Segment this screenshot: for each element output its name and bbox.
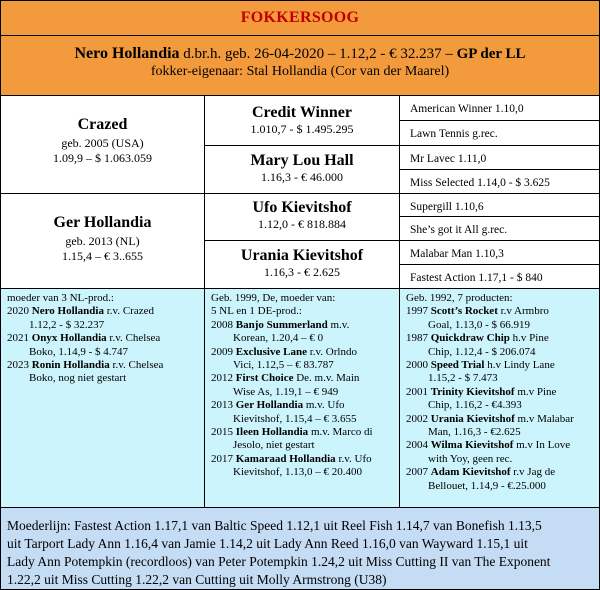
horse-name: Nero Hollandia [74,45,180,62]
offspring-intro: moeder van 3 NL-prod.: [7,292,114,304]
offspring-year: 2015 [211,426,236,439]
dam-name: Ger Hollandia [53,214,152,231]
offspring-intro: 5 NL en 1 DE-prod.: [211,305,302,318]
offspring-record: Chip, 1.12,4 - $ 206.074 [428,345,536,358]
offspring-desc: h.v Pine [509,332,549,345]
offspring-name: Wilma Kievitshof [430,439,514,452]
offspring-record: 1.12,2 - $ 32.237 [29,318,105,331]
offspring-name: Onyx Hollandia [31,332,107,345]
offspring-record: Jesolo, niet gestart [233,439,315,452]
offspring-year: 2004 [406,439,431,452]
offspring-list [406,305,593,493]
sire-cell [0,95,205,194]
owner-line: fokker-eigenaar: Stal Hollandia (Cor van der Maarel) [150,64,450,79]
offspring-entry [406,386,593,399]
dam-line-footer [0,507,600,590]
dam-line-text: 1.22,2 uit Miss Cutting 1.22,2 van Cutting uit Molly Armstrong (U38) [7,572,387,587]
offspring-name: Trinity Kievitshof [430,385,515,398]
great-granddam-offspring-column [399,288,600,508]
dam-sire-name: Ufo Kievitshof [252,199,352,216]
offspring-entry [406,332,593,345]
offspring-year: 2020 [7,305,32,318]
offspring-name: Adam Kievitshof [430,466,511,479]
offspring-name: Urania Kievitshof [430,412,515,425]
dam-dam-cell [204,240,400,289]
page-title: FOKKERSOOG [240,9,360,26]
offspring-record: Boko, nog niet gestart [29,372,127,385]
offspring-desc: m.v. Ufo [303,399,345,412]
dam-line-text: Moederlijn: Fastest Action 1.17,1 van Baltic Speed 1.12,1 uit Reel Fish 1.14,7 van Bonefish 1.13,5 [7,518,542,533]
offspring-year: 2000 [406,359,431,372]
offspring-desc: m.v Pine [514,385,557,398]
offspring-entry [7,305,198,318]
horse-info: d.br.h. geb. 26-04-2020 – 1.12,2 - € 32.237 – [179,46,457,62]
offspring-intro: Geb. 1992, 7 producten: [406,292,513,304]
offspring-desc: De. m.v. Main [293,372,360,385]
offspring-year: 2013 [211,399,236,412]
offspring-desc: m.v In Love [513,439,571,452]
sire-dam-cell [204,145,400,194]
offspring-record: Kievitshof, 1.15,4 – € 3.655 [233,412,357,425]
offspring-entry [7,359,198,372]
offspring-desc: r.v. Crazed [103,305,154,318]
sire-record: 1.09,9 – $ 1.063.059 [53,151,152,165]
granddam-offspring-column [204,288,400,508]
dam-line-text: Lady Ann Potempkin (recordloos) van Peter Potempkin 1.24,2 uit Miss Cutting II van The Exponent [7,554,551,569]
sire-dam-record: 1.16,3 - € 46.000 [261,170,343,184]
ancestor-cell: Lawn Tennis g.rec. [399,120,600,146]
dam-line-text: uit Tarport Lady Ann 1.16,4 van Jamie 1.14,2 uit Lady Ann Reed 1.16,0 van Wayward 1.15,1 uit [7,536,528,551]
ancestor-cell: Mr Lavec 1.11,0 [399,145,600,170]
offspring-name: Quickdraw Chip [430,332,510,345]
offspring-desc: r.v. Orlndo [306,345,357,358]
offspring-list [7,305,198,385]
ancestor-cell: American Winner 1.10,0 [399,95,600,121]
offspring-desc: r.v. Ufo [335,452,372,465]
offspring-entry [211,319,393,332]
offspring-entry [211,426,393,439]
sire-name: Crazed [77,116,128,133]
offspring-year: 2007 [406,466,431,479]
offspring-desc: r.v. Chelsea [106,332,161,345]
dam-sire-record: 1.12,0 - € 818.884 [258,217,346,231]
offspring-entry [211,399,393,412]
ancestor-cell: Supergill 1.10,6 [399,193,600,217]
offspring-name: Speed Trial [430,359,485,372]
offspring-record: Goal, 1.13,0 - $ 66.919 [428,318,531,331]
offspring-desc: r.v Armbro [497,305,549,318]
offspring-record: Kievitshof, 1.13,0 – € 20.400 [233,466,362,479]
ancestor-cell: She’s got it All g.rec. [399,216,600,241]
offspring-desc: m.v. Marco di [308,426,373,439]
offspring-intro: Geb. 1999, De, moeder van: [211,292,336,304]
offspring-name: First Choice [235,372,294,385]
offspring-record: Boko, 1.14,9 - $ 4.747 [29,345,128,358]
offspring-entry [406,466,593,479]
dam-cell [0,193,205,289]
ancestor-cell: Miss Selected 1.14,0 - $ 3.625 [399,169,600,194]
offspring-year: 2021 [7,332,32,345]
offspring-entry [211,346,393,359]
offspring-record: Vici, 1.12,5 – € 83.787 [233,359,334,372]
ancestor-cell: Malabar Man 1.10,3 [399,240,600,265]
offspring-list [211,319,393,480]
offspring-record: 1.15,2 - $ 7.473 [428,372,498,385]
offspring-entry [211,453,393,466]
offspring-name: Ger Hollandia [235,399,304,412]
offspring-year: 2008 [211,318,236,331]
dam-dam-name: Urania Kievitshof [240,247,364,264]
sire-sire-cell [204,95,400,146]
dam-offspring-column [0,288,205,508]
offspring-record: Chip, 1.16,2 - €4.393 [428,399,522,412]
dam-dam-record: 1.16,3 - € 2.625 [264,265,340,279]
offspring-name: Banjo Summerland [235,318,328,331]
sire-dam-name: Mary Lou Hall [250,152,354,169]
offspring-record: Bellouet, 1.14,9 - €.25.000 [428,479,546,492]
offspring-desc: r.v Jag de [510,466,556,479]
offspring-year: 1987 [406,332,431,345]
sire-birth: geb. 2005 (USA) [61,136,144,150]
horse-line [1,45,599,63]
offspring-name: Kamaraad Hollandia [235,452,336,465]
dam-record: 1.15,4 – € 3..655 [62,249,143,263]
sire-sire-name: Credit Winner [251,104,352,121]
offspring-desc: h.v Lindy Lane [484,359,555,372]
offspring-entry [406,439,593,452]
offspring-year: 2002 [406,412,431,425]
offspring-year: 2023 [7,359,32,372]
title-bar [0,0,600,36]
offspring-entry [7,332,198,345]
offspring-record: with Yoy, geen rec. [428,452,513,465]
offspring-name: Scott’s Rocket [430,305,498,318]
horse-header [0,35,600,96]
offspring-name: Exclusive Lane [235,345,307,358]
ancestor-cell: Fastest Action 1.17,1 - $ 840 [399,264,600,289]
offspring-record: Wise As, 1.19,1 – € 949 [233,385,339,398]
offspring-year: 2012 [211,372,236,385]
dam-sire-cell [204,193,400,241]
offspring-year: 2001 [406,385,431,398]
offspring-record: Man, 1.16,3 - €2.625 [428,426,521,439]
offspring-entry [406,413,593,426]
offspring-name: Ileen Hollandia [235,426,309,439]
dam-birth: geb. 2013 (NL) [65,234,140,248]
offspring-record: Korean, 1.20,4 – € 0 [233,332,324,345]
offspring-desc: m.v Malabar [514,412,574,425]
offspring-entry [211,372,393,385]
offspring-entry [406,305,593,318]
offspring-name: Ronin Hollandia [31,359,110,372]
offspring-entry [406,359,593,372]
offspring-name: Nero Hollandia [31,305,104,318]
sire-sire-record: 1.010,7 - $ 1.495.295 [250,122,354,136]
offspring-desc: m.v. [327,318,350,331]
offspring-year: 2017 [211,452,236,465]
offspring-year: 2009 [211,345,236,358]
offspring-year: 1997 [406,305,431,318]
offspring-desc: r.v. Chelsea [109,359,164,372]
horse-title: GP der LL [456,46,526,62]
